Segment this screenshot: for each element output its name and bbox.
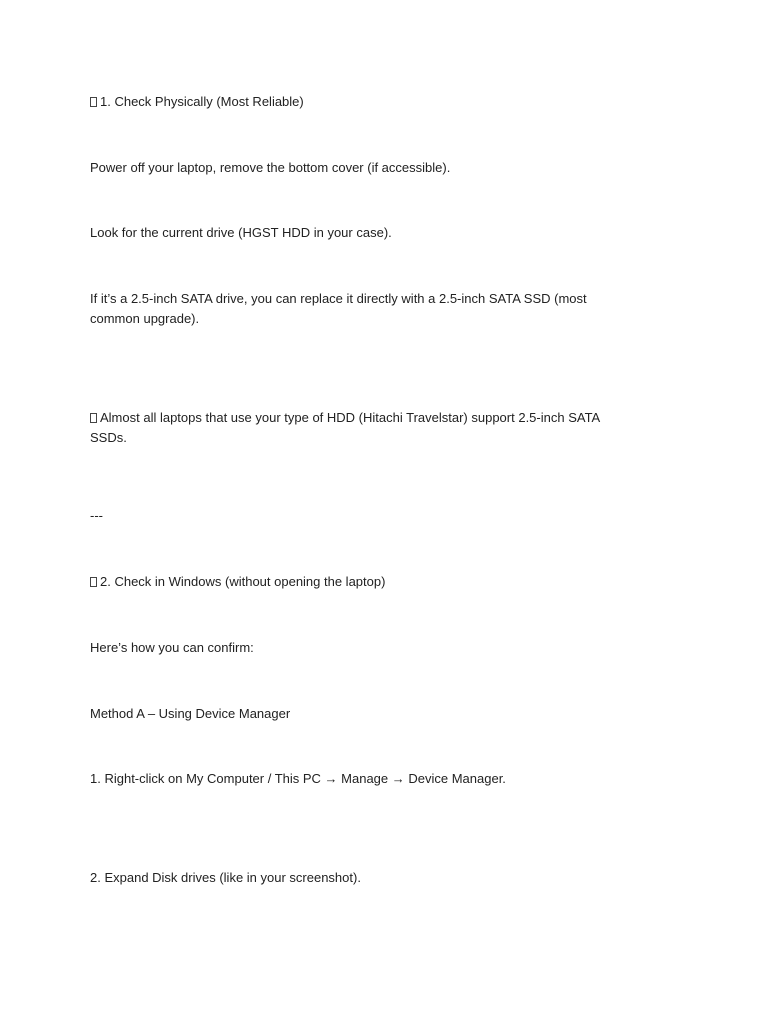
heading-text: 1. Check Physically (Most Reliable): [100, 94, 304, 109]
paragraph-almost-all-laptops: [90, 408, 635, 448]
paragraph-confirm: Here’s how you can confirm:: [90, 640, 254, 655]
separator-text: ---: [90, 508, 103, 523]
heading-text: 2. Check in Windows (without opening the laptop): [100, 574, 386, 589]
paragraph-text: Almost all laptops that use your type of HDD (Hitachi Travelstar) support 2.5-inch SATA SSDs.: [90, 410, 600, 445]
step-2-item: 2. Expand Disk drives (like in your screenshot).: [90, 870, 361, 885]
method-a-heading: Method A – Using Device Manager: [90, 706, 291, 721]
missing-glyph-icon: [90, 577, 97, 587]
paragraph-sata-replace: If it’s a 2.5-inch SATA drive, you can replace it directly with a 2.5-inch SATA SSD (most common upgrade).: [90, 291, 587, 326]
paragraph-power-off: Power off your laptop, remove the bottom cover (if accessible).: [90, 160, 451, 175]
section-heading-check-windows: [90, 572, 635, 592]
missing-glyph-icon: [90, 97, 97, 107]
step-1-item: 1. Right-click on My Computer / This PC → Manage → Device Manager.: [90, 771, 506, 786]
paragraph-look-for-drive: Look for the current drive (HGST HDD in your case).: [90, 225, 392, 240]
section-heading-check-physically: [90, 92, 635, 112]
missing-glyph-icon: [90, 413, 97, 423]
